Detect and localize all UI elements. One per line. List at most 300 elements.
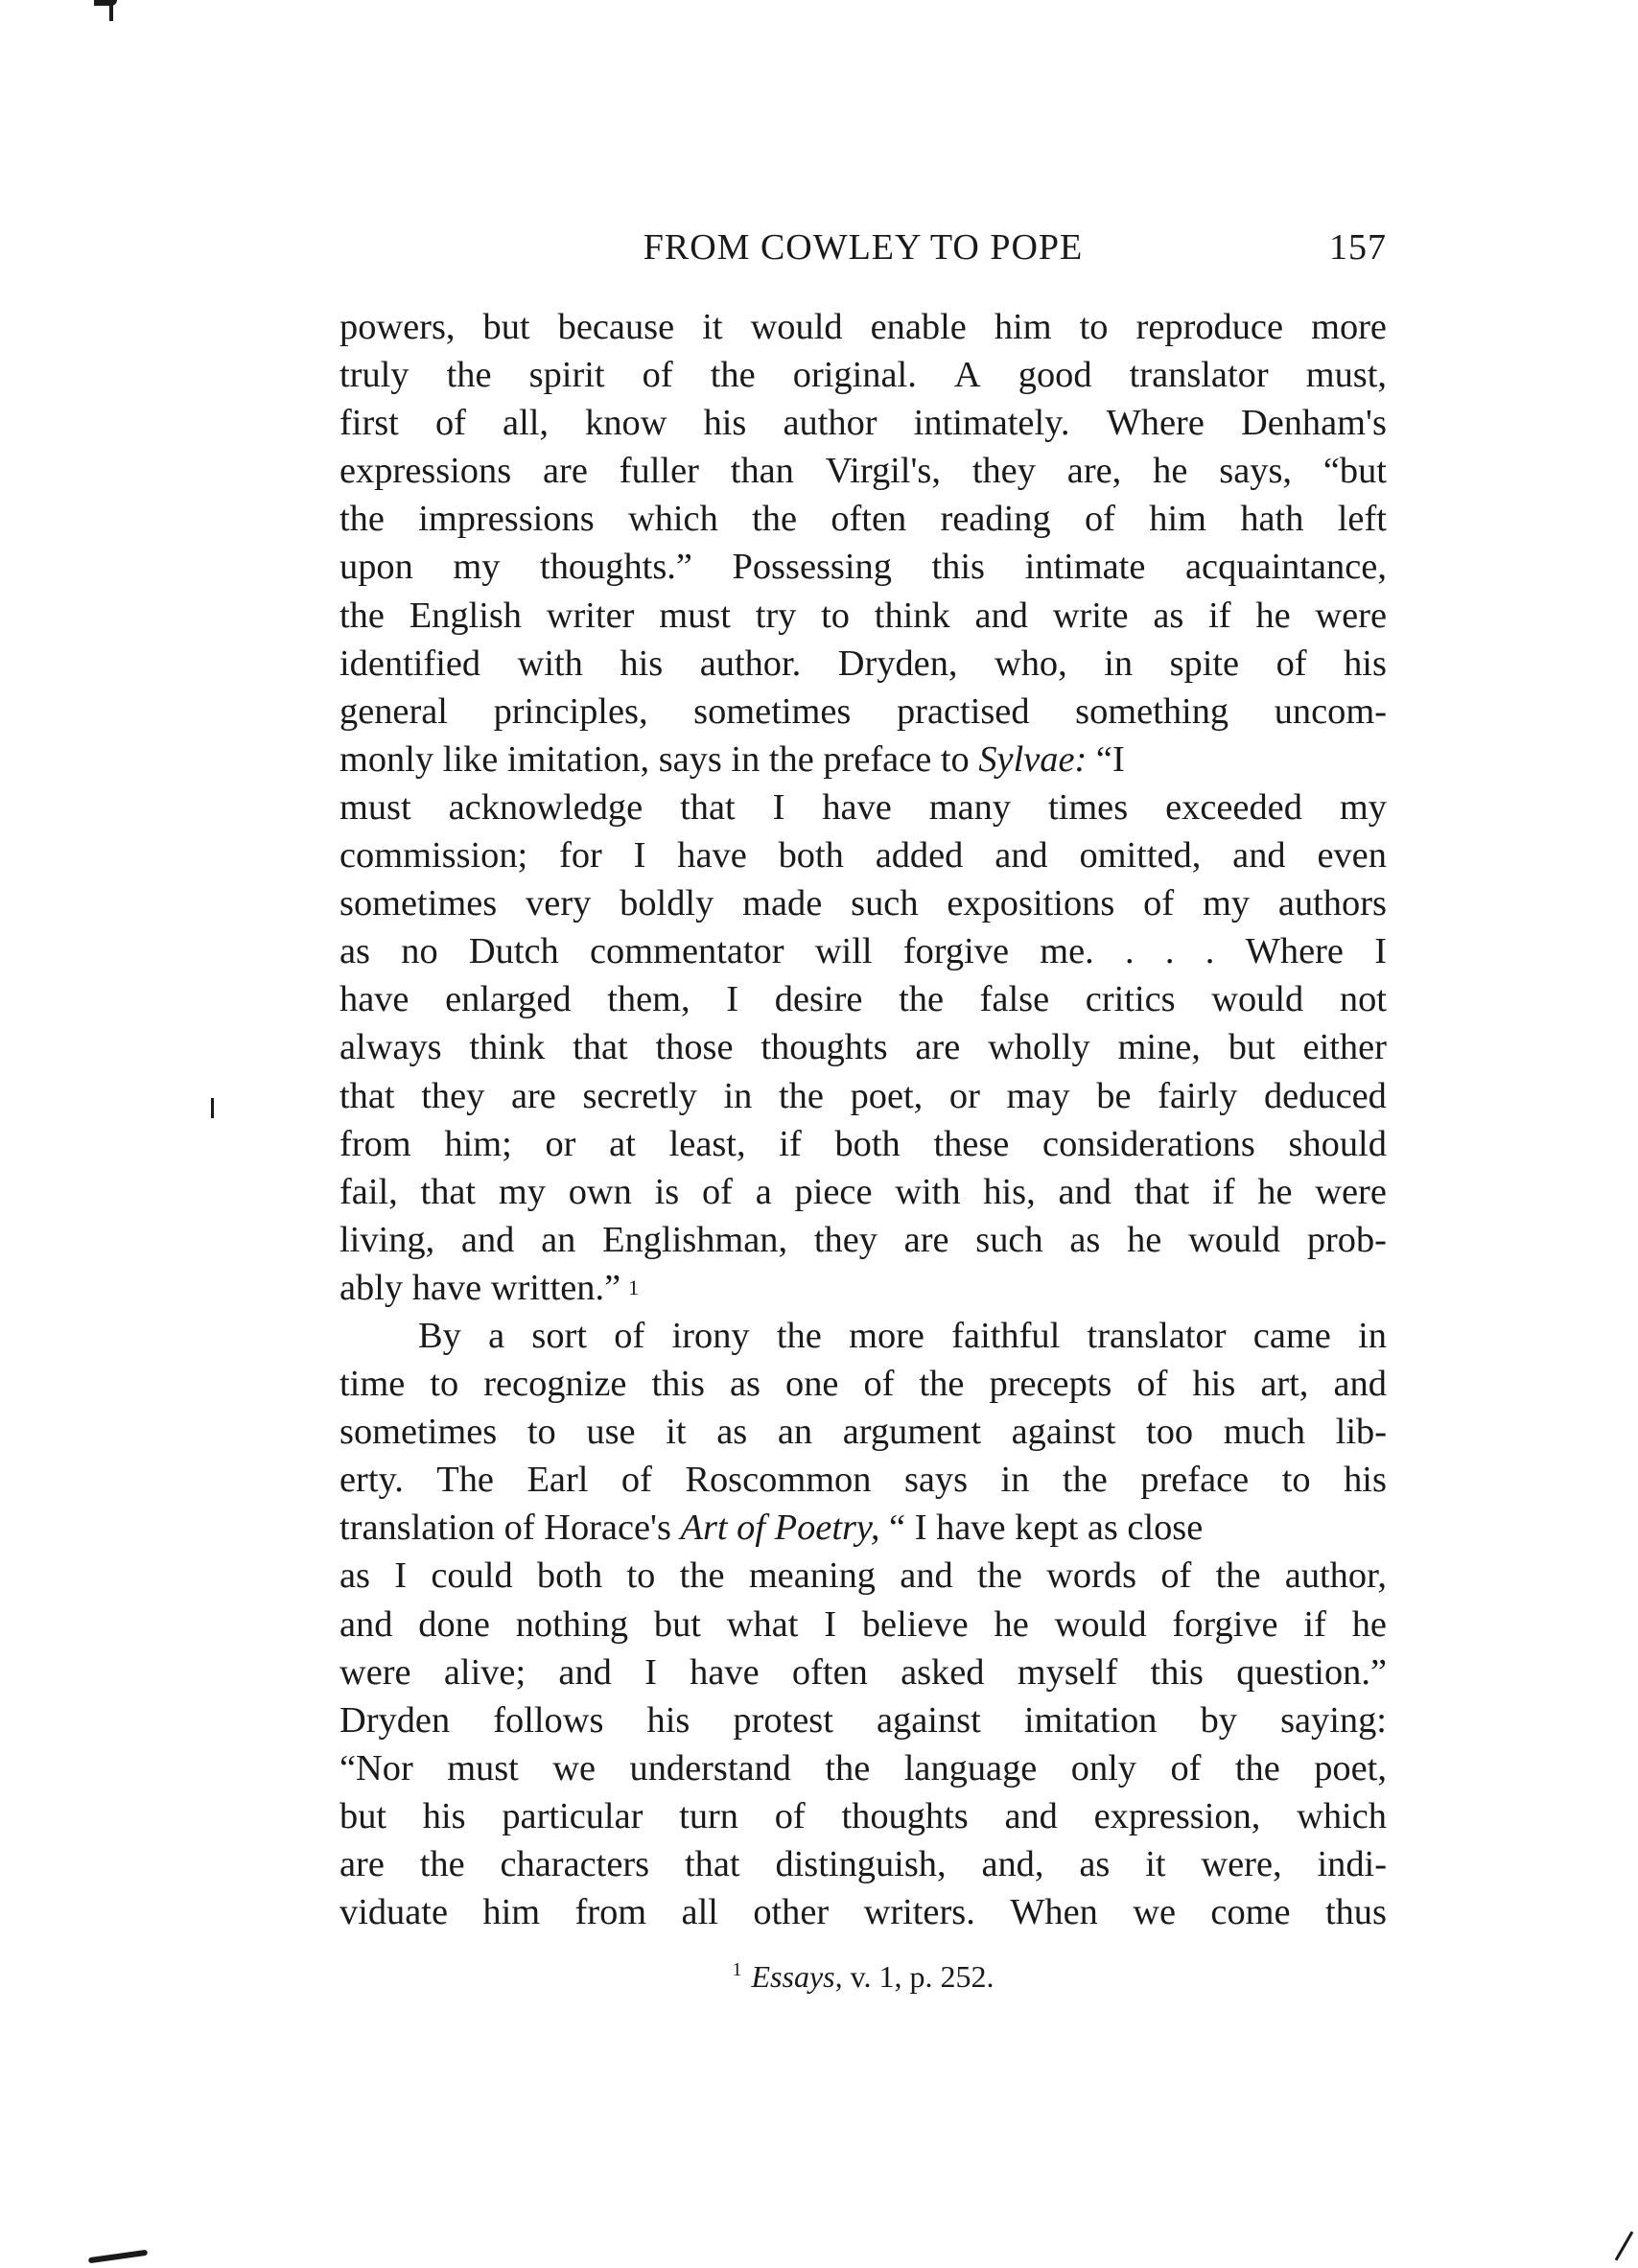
paragraph-1 <box>339 303 1387 1312</box>
word: much <box>1223 1412 1306 1453</box>
word: as <box>339 931 370 972</box>
word: as <box>729 1364 760 1405</box>
word: the <box>339 499 385 540</box>
word: exceeded <box>1165 786 1302 828</box>
word: particular <box>502 1795 644 1836</box>
word: in <box>1000 1460 1030 1501</box>
word: left <box>1337 499 1387 540</box>
word: reproduce <box>1135 307 1284 347</box>
word: argument <box>842 1412 981 1453</box>
word: of <box>434 403 466 444</box>
word: a <box>755 1171 772 1212</box>
word: the <box>977 1555 1022 1597</box>
word: from <box>339 1123 411 1164</box>
word: says, <box>1219 451 1292 492</box>
word: thus <box>1324 1892 1387 1933</box>
text-line <box>339 447 1387 495</box>
word: general <box>339 690 448 732</box>
word: . <box>1125 931 1135 972</box>
word: as <box>716 1412 748 1453</box>
word: fairly <box>1158 1075 1238 1116</box>
scan-artifact-bottom-left <box>88 2250 148 2264</box>
word: against <box>877 1699 981 1741</box>
word: and <box>1333 1364 1387 1405</box>
word: viduate <box>339 1892 448 1933</box>
text-line <box>339 1168 1387 1216</box>
word: characters <box>500 1844 650 1884</box>
page-number: 157 <box>1329 227 1387 268</box>
scan-artifact-margin-tick <box>211 1098 214 1118</box>
word: expression, <box>1093 1795 1261 1836</box>
word: writer <box>546 595 635 636</box>
text-line <box>339 831 1387 879</box>
word: question.” <box>1236 1651 1387 1693</box>
word: I <box>772 786 785 828</box>
word: they <box>421 1075 485 1116</box>
word: erty. <box>339 1460 404 1501</box>
word: to <box>821 595 850 636</box>
word: protest <box>733 1699 833 1741</box>
word: of <box>642 355 673 396</box>
word: other <box>753 1892 830 1933</box>
word: wholly <box>988 1027 1090 1068</box>
word: or <box>545 1123 576 1164</box>
word: . <box>1164 931 1175 972</box>
word: sometimes <box>339 883 498 924</box>
footnote-reference: 1 <box>628 1274 640 1299</box>
word: such <box>975 1219 1043 1260</box>
word: both <box>536 1555 603 1597</box>
italic-title-sylvae: Sylvae: <box>978 738 1088 780</box>
word: too <box>1146 1412 1194 1453</box>
text-line <box>339 351 1387 399</box>
word: his <box>703 403 747 444</box>
word: he <box>1255 595 1291 636</box>
text-line <box>339 1792 1387 1840</box>
word: him <box>994 307 1052 347</box>
word: omitted, <box>1079 835 1202 877</box>
word: them, <box>607 979 690 1020</box>
word: enlarged <box>445 979 572 1020</box>
word: that <box>420 1171 477 1212</box>
word: that <box>680 786 736 828</box>
text-line-last <box>339 1264 1387 1312</box>
word: in <box>723 1075 753 1116</box>
word: Englishman, <box>602 1219 788 1260</box>
text-line-indented <box>339 1312 1387 1360</box>
word: and <box>460 1219 515 1260</box>
word: were <box>1315 1171 1387 1212</box>
word: Denham's <box>1240 403 1387 444</box>
word: must <box>447 1747 519 1789</box>
word: made <box>742 883 823 924</box>
scan-artifact-top-left <box>94 0 117 6</box>
word: his <box>1344 643 1387 684</box>
word: may <box>1006 1075 1070 1116</box>
word: think <box>874 595 950 636</box>
word: to <box>430 1364 459 1405</box>
italic-title-art-of-poetry: Art of Poetry, <box>680 1508 880 1549</box>
word: powers, <box>339 307 456 347</box>
word: the <box>752 499 798 540</box>
word: sometimes <box>339 1412 498 1453</box>
word: that <box>1134 1171 1190 1212</box>
word: have <box>339 979 410 1020</box>
word: spirit <box>528 355 605 396</box>
word: says <box>903 1460 969 1501</box>
word: my <box>1202 883 1251 924</box>
word: but <box>1228 1027 1275 1068</box>
word: are <box>339 1844 385 1884</box>
word: even <box>1317 835 1387 877</box>
word: I <box>394 1555 408 1597</box>
word: the <box>339 595 385 636</box>
word: commission; <box>339 835 528 877</box>
word: precepts <box>989 1364 1112 1405</box>
word: very <box>526 883 592 924</box>
word: myself <box>1017 1651 1118 1693</box>
word: him <box>1149 499 1206 540</box>
word: thoughts.” <box>540 547 692 588</box>
text-line <box>339 1840 1387 1888</box>
word: hath <box>1240 499 1304 540</box>
word: to <box>626 1555 656 1597</box>
text-line <box>339 1072 1387 1120</box>
word: these <box>933 1123 1010 1164</box>
word: with <box>517 643 583 684</box>
word: and <box>1058 1171 1112 1212</box>
text-line <box>339 640 1387 688</box>
word: are <box>543 451 588 492</box>
text-run: ably have written.” <box>339 1267 621 1308</box>
word: his <box>646 1699 690 1741</box>
word: if <box>1303 1603 1326 1645</box>
word: the <box>679 1555 725 1597</box>
word: often <box>791 1651 868 1693</box>
word: against <box>1011 1412 1116 1453</box>
word: distinguish, <box>775 1844 947 1884</box>
word: should <box>1288 1123 1387 1164</box>
word: one <box>785 1364 839 1405</box>
text-line <box>339 927 1387 975</box>
footnote-citation: v. 1, p. 252. <box>842 1959 994 1994</box>
word: this <box>651 1364 705 1405</box>
word: be <box>1096 1075 1132 1116</box>
word: poet, <box>1314 1747 1387 1789</box>
word: would <box>1054 1603 1147 1645</box>
word: of <box>614 1315 645 1356</box>
word: of <box>863 1364 895 1405</box>
word: use <box>586 1412 636 1453</box>
word: all <box>681 1892 718 1933</box>
text-line <box>339 1744 1387 1792</box>
word: translator <box>1087 1315 1227 1356</box>
word: try <box>755 595 797 636</box>
word: that <box>573 1027 628 1068</box>
word: it <box>666 1412 687 1453</box>
word: acknowledge <box>448 786 644 828</box>
word: and, <box>981 1844 1044 1884</box>
word: or <box>948 1075 980 1116</box>
word: faithful <box>951 1315 1061 1356</box>
word: asked <box>901 1651 985 1693</box>
word: The <box>436 1460 494 1501</box>
text-run: monly like imitation, says in the preface to <box>339 738 979 780</box>
scan-artifact-top-left-tick <box>109 2 113 21</box>
word: something <box>1075 690 1229 732</box>
word: nothing <box>515 1603 629 1645</box>
word: that <box>339 1075 395 1116</box>
word: “but <box>1322 451 1387 492</box>
word: added <box>875 835 964 877</box>
word: have <box>690 1651 760 1693</box>
word: an <box>777 1412 813 1453</box>
body-text <box>339 303 1387 1936</box>
word: either <box>1302 1027 1387 1068</box>
text-line <box>339 1552 1387 1600</box>
word: as <box>1079 1844 1111 1884</box>
text-line <box>339 1360 1387 1408</box>
word: we <box>1133 1892 1177 1933</box>
word: original. <box>792 355 917 396</box>
word: poet, <box>850 1075 924 1116</box>
text-line <box>339 1456 1387 1504</box>
text-run: translation of Horace's <box>339 1508 681 1549</box>
scan-artifact-bottom-right <box>1615 2232 1634 2261</box>
word: prob- <box>1306 1219 1387 1260</box>
word: know <box>585 403 667 444</box>
text-line <box>339 543 1387 591</box>
word: will <box>814 931 873 972</box>
word: thoughts <box>841 1795 969 1836</box>
word: not <box>1339 979 1387 1020</box>
footnote-marker: 1 <box>732 1959 742 1980</box>
text-line <box>339 592 1387 640</box>
word: Possessing <box>732 547 892 588</box>
word: were, <box>1201 1844 1282 1884</box>
word: it <box>702 307 723 347</box>
word: of <box>1136 1364 1168 1405</box>
word: that <box>684 1844 740 1884</box>
word: alive; <box>443 1651 526 1693</box>
word: practised <box>896 690 1030 732</box>
word: the <box>899 979 944 1020</box>
text-line <box>339 1408 1387 1456</box>
word: are <box>915 1027 961 1068</box>
word: would <box>1211 979 1304 1020</box>
word: which <box>627 499 718 540</box>
word: secretly <box>582 1075 697 1116</box>
word: uncom- <box>1274 690 1387 732</box>
word: understand <box>629 1747 791 1789</box>
word: my <box>453 547 501 588</box>
word: author, <box>1284 1555 1387 1597</box>
word: expressions <box>339 451 512 492</box>
word: he <box>1351 1603 1387 1645</box>
word: forgive <box>902 931 1009 972</box>
word: if <box>1208 595 1231 636</box>
word: were <box>1315 595 1387 636</box>
word: irony <box>671 1315 750 1356</box>
word: are <box>903 1219 949 1260</box>
word: but <box>653 1603 701 1645</box>
word: A <box>953 355 981 396</box>
word: . <box>1205 931 1215 972</box>
word: and <box>900 1555 953 1597</box>
word: lib- <box>1335 1412 1387 1453</box>
word: and <box>1004 1795 1058 1836</box>
word: what <box>726 1603 799 1645</box>
word: intimate <box>1024 547 1146 588</box>
word: indi- <box>1317 1844 1387 1884</box>
word: think <box>469 1027 546 1068</box>
word: reading <box>940 499 1051 540</box>
word: as <box>1069 1219 1101 1260</box>
word: I <box>824 1603 837 1645</box>
word: When <box>1010 1892 1098 1933</box>
word: of <box>620 1460 652 1501</box>
word: have <box>822 786 892 828</box>
word: would <box>1188 1219 1281 1260</box>
word: those <box>655 1027 734 1068</box>
word: all, <box>503 403 550 444</box>
word: the <box>446 355 492 396</box>
word: he <box>1127 1219 1162 1260</box>
word: but <box>482 307 530 347</box>
word: could <box>431 1555 513 1597</box>
word: done <box>418 1603 490 1645</box>
word: which <box>1297 1795 1387 1836</box>
word: in <box>1104 643 1134 684</box>
word: him; <box>444 1123 512 1164</box>
word: Dryden, <box>837 643 958 684</box>
word: his <box>620 643 664 684</box>
word: commentator <box>590 931 784 972</box>
word: saying: <box>1280 1699 1387 1741</box>
word: meaning <box>748 1555 877 1597</box>
word: this <box>931 547 985 588</box>
word: this <box>1150 1651 1204 1693</box>
word: writers. <box>863 1892 975 1933</box>
word: enable <box>870 307 967 347</box>
word: language <box>903 1747 1038 1789</box>
word: both <box>834 1123 901 1164</box>
word: they <box>813 1219 878 1260</box>
word: from <box>574 1892 647 1933</box>
word: the <box>710 355 756 396</box>
word: he <box>994 1603 1029 1645</box>
word: and <box>994 835 1048 877</box>
word: of <box>1160 1555 1192 1597</box>
word: first <box>339 403 399 444</box>
word: turn <box>679 1795 738 1836</box>
word: authors <box>1277 883 1387 924</box>
footnote-title: Essays, <box>751 1959 843 1994</box>
word: as <box>339 1555 370 1597</box>
word: false <box>979 979 1050 1020</box>
word: own <box>568 1171 632 1212</box>
text-line <box>339 303 1387 351</box>
text-line <box>339 1120 1387 1168</box>
word: must <box>659 595 731 636</box>
word: follows <box>493 1699 604 1741</box>
word: critics <box>1085 979 1176 1020</box>
word: of <box>1143 883 1175 924</box>
word: with <box>895 1171 961 1212</box>
word: author. <box>699 643 802 684</box>
word: Dutch <box>468 931 559 972</box>
word: the <box>825 1747 871 1789</box>
word: upon <box>339 547 413 588</box>
word: expositions <box>947 883 1115 924</box>
paragraph-2 <box>339 1312 1387 1936</box>
word: we <box>552 1747 597 1789</box>
word: only <box>1070 1747 1137 1789</box>
word: and <box>1232 835 1286 877</box>
word: impressions <box>418 499 595 540</box>
word: come <box>1210 1892 1291 1933</box>
word: Dryden <box>339 1699 451 1741</box>
word: “Nor <box>339 1747 413 1789</box>
text-line <box>339 1216 1387 1264</box>
word: the <box>419 1844 465 1884</box>
word: I <box>644 1651 657 1693</box>
word: desire <box>774 979 863 1020</box>
word: me. <box>1040 931 1094 972</box>
word: it <box>1145 1844 1166 1884</box>
word: the <box>779 1075 824 1116</box>
word: Earl <box>526 1460 589 1501</box>
word: often <box>831 499 907 540</box>
text-line <box>339 1023 1387 1071</box>
word: the <box>1234 1747 1280 1789</box>
word: piece <box>794 1171 873 1212</box>
word: acquaintance, <box>1184 547 1387 588</box>
word: the <box>1215 1555 1261 1597</box>
text-line <box>339 495 1387 543</box>
word: at <box>609 1123 636 1164</box>
word: if <box>779 1123 802 1164</box>
word: an <box>541 1219 576 1260</box>
word: times <box>1047 786 1129 828</box>
word: than <box>730 451 794 492</box>
word: for <box>559 835 602 877</box>
word: a <box>488 1315 505 1356</box>
word: considerations <box>1042 1123 1255 1164</box>
word: By <box>418 1315 461 1356</box>
text-line <box>339 688 1387 736</box>
word: because <box>557 307 675 347</box>
word: Virgil's, <box>825 451 941 492</box>
word: the <box>776 1315 822 1356</box>
word: least, <box>668 1123 746 1164</box>
word: I <box>726 979 739 1020</box>
word: must, <box>1305 355 1387 396</box>
word: Roscommon <box>685 1460 872 1501</box>
word: who, <box>994 643 1067 684</box>
word: spite <box>1169 643 1240 684</box>
word: his, <box>983 1171 1036 1212</box>
word: must <box>339 786 411 828</box>
word: but <box>339 1795 387 1836</box>
text-line <box>339 783 1387 831</box>
text-line <box>339 879 1387 927</box>
text-line <box>339 1696 1387 1744</box>
text-line <box>339 1601 1387 1648</box>
word: both <box>778 835 844 877</box>
text-line <box>339 1888 1387 1936</box>
text-line <box>339 399 1387 447</box>
